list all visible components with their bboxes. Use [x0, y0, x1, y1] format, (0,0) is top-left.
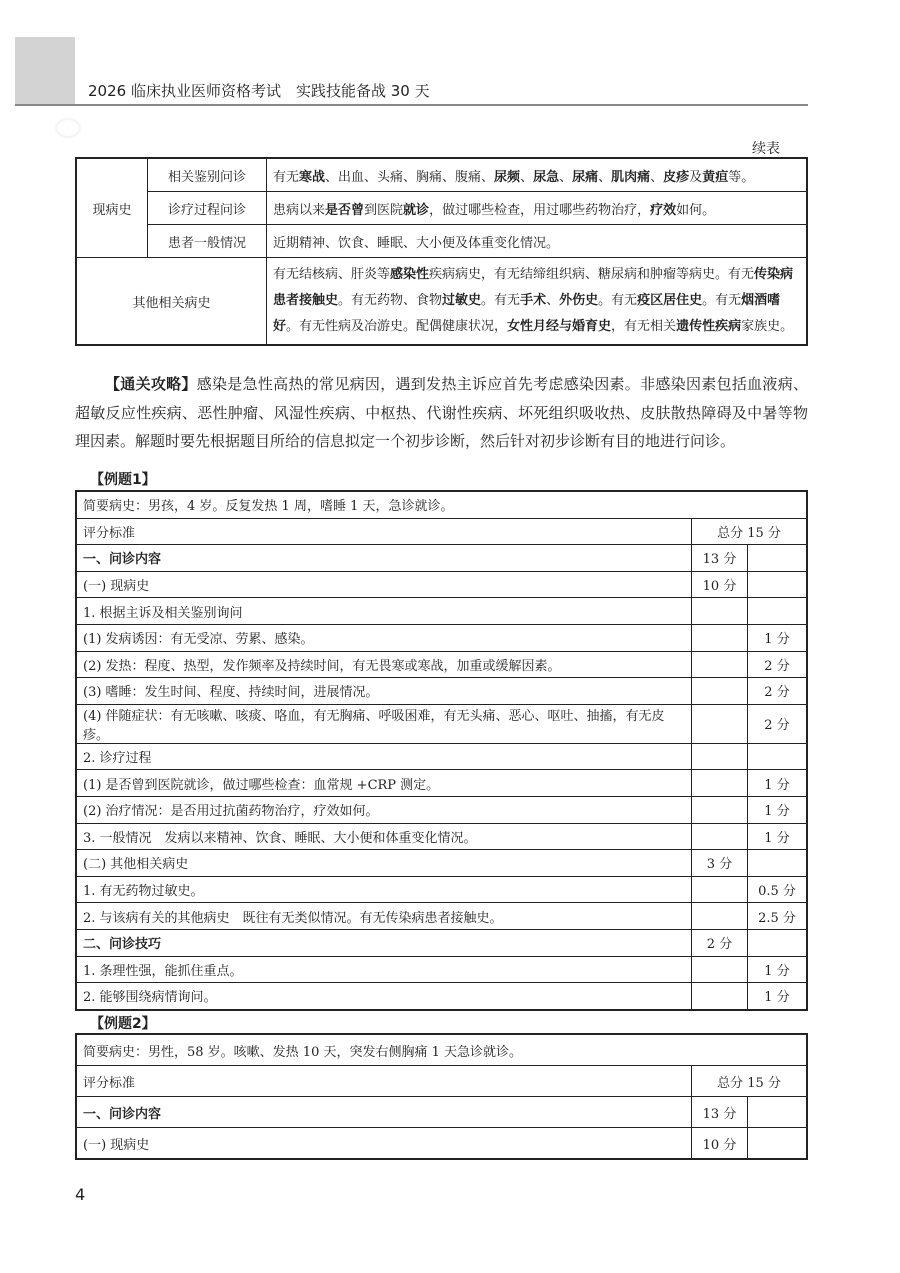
- text-segment: 尿痛: [572, 169, 599, 185]
- text-segment: 、: [520, 169, 534, 185]
- text-segment: 家族史。: [741, 319, 794, 334]
- total-score: 总分 15 分: [692, 518, 808, 545]
- item-score: [748, 545, 808, 572]
- text-segment: 、: [598, 169, 612, 185]
- item-score: 2.5 分: [748, 903, 808, 930]
- item-score: 2 分: [748, 678, 808, 705]
- criterion-text: (一) 现病史: [76, 1128, 692, 1160]
- table-row: [76, 983, 807, 1010]
- header-tab: [15, 37, 75, 105]
- text-segment: 、: [546, 293, 560, 308]
- criterion-text: (1) 发病诱因：有无受凉、劳累、感染。: [76, 624, 692, 651]
- text-segment: 感染性: [390, 267, 430, 282]
- row-content: [267, 158, 808, 192]
- criterion-text: (二) 其他相关病史: [76, 850, 692, 877]
- group-cell: 现病史: [76, 158, 148, 258]
- criterion-text: 一、问诊内容: [76, 1097, 692, 1128]
- example2-table: [75, 1033, 808, 1160]
- item-score: [748, 850, 808, 877]
- brief-history: 简要病史：男性，58 岁。咳嗽、发热 10 天，突发右侧胸痛 1 天急诊就诊。: [76, 1034, 807, 1066]
- strategy-text: 感染是急性高热的常见病因，遇到发热主诉应首先考虑感染因素。非感染因素包括血液病、超敏反应性疾病、恶性肿瘤、风湿性疾病、中枢热、代谢性疾病、坏死组织吸收热、皮肤散热障碍及中暑等物理因素。解题时要先根据题目所给的信息拟定一个初步诊断，然后针对初步诊断有目的地进行问诊。: [75, 375, 808, 450]
- item-score: [748, 571, 808, 598]
- text-segment: 。有无: [702, 293, 742, 308]
- row-label: 其他相关病史: [76, 258, 267, 346]
- table-row: [76, 956, 807, 983]
- table-row: [76, 823, 807, 850]
- text-segment: 外伤史: [559, 293, 599, 308]
- item-score: [748, 929, 808, 956]
- history-table: [75, 157, 808, 346]
- criteria-row: [76, 1066, 807, 1097]
- item-score: 1 分: [748, 956, 808, 983]
- text-segment: 疫区居住史: [637, 293, 703, 308]
- brief-row: [76, 491, 807, 518]
- running-header: 2026 临床执业医师资格考试 实践技能备战 30 天: [88, 82, 430, 100]
- table-row: [76, 192, 807, 225]
- section-score: [692, 823, 748, 850]
- table-row: [76, 624, 807, 651]
- item-score: 1 分: [748, 770, 808, 797]
- row-content: [267, 225, 808, 258]
- item-score: 0.5 分: [748, 876, 808, 903]
- criterion-text: (1) 是否曾到医院就诊，做过哪些检查：血常规 +CRP 测定。: [76, 770, 692, 797]
- section-score: 3 分: [692, 850, 748, 877]
- criteria-label: 评分标准: [76, 1066, 692, 1097]
- text-segment: 遗传性疾病: [676, 319, 742, 334]
- item-score: 1 分: [748, 624, 808, 651]
- section-score: [692, 983, 748, 1010]
- continued-label: 续表: [752, 141, 780, 157]
- text-segment: 有无: [273, 169, 300, 185]
- text-segment: 传染病患者接触史: [273, 267, 794, 308]
- text-segment: 、: [559, 169, 573, 185]
- table-row: [76, 571, 807, 598]
- text-segment: 等。: [728, 169, 755, 185]
- section-score: 10 分: [692, 1128, 748, 1160]
- text-segment: 如何。: [676, 202, 716, 218]
- item-score: [748, 1128, 808, 1160]
- section-score: [692, 624, 748, 651]
- section-score: [692, 903, 748, 930]
- criterion-text: 1. 根据主诉及相关鉴别询问: [76, 598, 692, 625]
- section-score: [692, 770, 748, 797]
- text-segment: ，做过哪些检查，用过哪些药物治疗，: [429, 202, 651, 218]
- example2-label: 【例题2】: [90, 1016, 156, 1032]
- brief-history: 简要病史：男孩，4 岁。反复发热 1 周，嗜睡 1 天，急诊就诊。: [76, 491, 807, 518]
- text-segment: 尿频: [494, 169, 521, 185]
- text-segment: 。有无: [481, 293, 521, 308]
- item-score: 1 分: [748, 796, 808, 823]
- criterion-text: 2. 能够围绕病情询问。: [76, 983, 692, 1010]
- criterion-text: 一、问诊内容: [76, 545, 692, 572]
- text-segment: 过敏史: [442, 293, 482, 308]
- criterion-text: 2. 诊疗过程: [76, 743, 692, 770]
- text-segment: 近期精神、饮食、睡眠、大小便及体重变化情况。: [273, 235, 560, 251]
- strategy-label: 【通关攻略】: [105, 375, 197, 393]
- criterion-text: 2. 与该病有关的其他病史 既往有无类似情况。有无传染病患者接触史。: [76, 903, 692, 930]
- example1-label: 【例题1】: [90, 472, 156, 488]
- table-row: [76, 1128, 807, 1160]
- section-score: 13 分: [692, 1097, 748, 1128]
- section-score: [692, 598, 748, 625]
- table-row: [76, 796, 807, 823]
- table-row: [76, 258, 807, 346]
- section-score: [692, 651, 748, 678]
- section-score: 10 分: [692, 571, 748, 598]
- text-segment: 疗效: [650, 202, 677, 218]
- section-score: [692, 876, 748, 903]
- text-segment: 。有无药物、食物: [338, 293, 443, 308]
- text-segment: ，有无相关: [611, 319, 677, 334]
- table-row: [76, 876, 807, 903]
- table-row: [76, 598, 807, 625]
- text-segment: 尿急: [533, 169, 560, 185]
- item-score: [748, 1097, 808, 1128]
- criteria-label: 评分标准: [76, 518, 692, 545]
- section-score: [692, 743, 748, 770]
- text-segment: 到医院: [364, 202, 404, 218]
- text-segment: 患病以来: [273, 202, 326, 218]
- section-score: [692, 956, 748, 983]
- criterion-text: 二、问诊技巧: [76, 929, 692, 956]
- table-row: [76, 158, 807, 192]
- brief-row: [76, 1034, 807, 1066]
- publisher-logo-icon: [55, 118, 81, 138]
- item-score: 2 分: [748, 704, 808, 743]
- criterion-text: 1. 有无药物过敏史。: [76, 876, 692, 903]
- table-row: [76, 704, 807, 743]
- text-segment: 有无结核病、肝炎等: [273, 267, 391, 282]
- item-score: 2 分: [748, 651, 808, 678]
- text-segment: 皮疹: [663, 169, 690, 185]
- example1-table: [75, 490, 808, 1011]
- section-score: [692, 796, 748, 823]
- text-segment: 是否曾: [325, 202, 365, 218]
- criterion-text: 1. 条理性强，能抓住重点。: [76, 956, 692, 983]
- text-segment: 手术: [520, 293, 547, 308]
- table-row: [76, 743, 807, 770]
- section-score: [692, 704, 748, 743]
- row-label: 诊疗过程问诊: [148, 192, 267, 225]
- table-row: [76, 651, 807, 678]
- text-segment: 女性月经与婚育史: [507, 319, 612, 334]
- text-segment: 肌肉痛: [611, 169, 651, 185]
- table-row: [76, 678, 807, 705]
- section-score: 13 分: [692, 545, 748, 572]
- header-rule: [15, 104, 808, 106]
- criterion-text: 3. 一般情况 发病以来精神、饮食、睡眠、大小便和体重变化情况。: [76, 823, 692, 850]
- text-segment: 寒战: [299, 169, 326, 185]
- criterion-text: (2) 发热：程度、热型，发作频率及持续时间，有无畏寒或寒战，加重或缓解因素。: [76, 651, 692, 678]
- total-score: 总分 15 分: [692, 1066, 808, 1097]
- criterion-text: (4) 伴随症状：有无咳嗽、咳痰、咯血，有无胸痛、呼吸困难，有无头痛、恶心、呕吐、抽搐，有无皮疹。: [76, 704, 692, 743]
- page-number: 4: [75, 1185, 86, 1204]
- text-segment: 、: [650, 169, 664, 185]
- text-segment: 、出血、头痛、胸痛、腹痛、: [325, 169, 495, 185]
- table-row: [76, 1097, 807, 1128]
- text-segment: 。有无: [598, 293, 638, 308]
- text-segment: 及: [689, 169, 703, 185]
- text-segment: 就诊: [403, 202, 430, 218]
- section-score: [692, 678, 748, 705]
- item-score: [748, 743, 808, 770]
- row-label: 相关鉴别问诊: [148, 158, 267, 192]
- table-row: [76, 225, 807, 258]
- text-segment: 疾病病史，有无结缔组织病、糖尿病和肿瘤等病史。有无: [429, 267, 755, 282]
- table-row: [76, 770, 807, 797]
- table-row: [76, 545, 807, 572]
- item-score: [748, 598, 808, 625]
- table-row: [76, 903, 807, 930]
- strategy-paragraph: [75, 370, 808, 456]
- criterion-text: (一) 现病史: [76, 571, 692, 598]
- table-row: [76, 929, 807, 956]
- table-row: [76, 850, 807, 877]
- text-segment: 黄疸: [702, 169, 729, 185]
- criterion-text: (3) 嗜睡：发生时间、程度、持续时间，进展情况。: [76, 678, 692, 705]
- text-segment: 烟酒嗜好: [273, 293, 781, 334]
- criteria-row: [76, 518, 807, 545]
- item-score: 1 分: [748, 823, 808, 850]
- row-label: 患者一般情况: [148, 225, 267, 258]
- section-score: 2 分: [692, 929, 748, 956]
- row-content: [267, 258, 808, 346]
- criterion-text: (2) 治疗情况：是否用过抗菌药物治疗，疗效如何。: [76, 796, 692, 823]
- text-segment: 。有无性病及冶游史。配偶健康状况，: [286, 319, 508, 334]
- row-content: [267, 192, 808, 225]
- item-score: 1 分: [748, 983, 808, 1010]
